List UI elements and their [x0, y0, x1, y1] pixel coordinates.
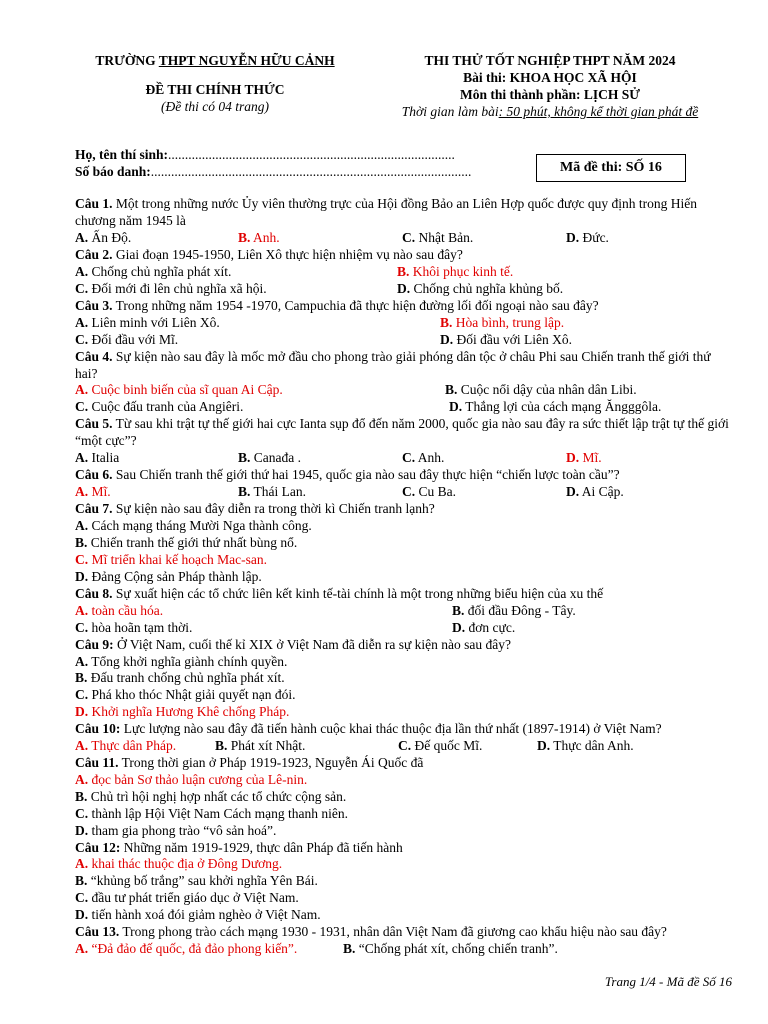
- answer-option: A. Tổng khởi nghĩa giành chính quyền.: [75, 653, 288, 669]
- answer-option: D. tiến hành xoá đói giảm nghèo ở Việt Nam.: [75, 907, 321, 923]
- answer-option: C. Cuộc đấu tranh của Angiêri.: [75, 399, 244, 415]
- answer-option: A. “Đả đảo đế quốc, đả đảo phong kiến”.: [75, 941, 298, 956]
- answer-option: A. Cuộc binh biến của sĩ quan Ai Cập.: [75, 382, 283, 398]
- answer-option: B. “Chống phát xít, chống chiến tranh”.: [343, 941, 558, 956]
- question-stem: Câu 3. Trong những năm 1954 -1970, Campuchia đã thực hiện đường lối đối ngoại nào sau đây?: [75, 297, 599, 313]
- answer-option: C. Anh.: [402, 450, 445, 466]
- question: [75, 755, 730, 840]
- time-prefix: Thời gian làm bài: [401, 104, 499, 119]
- exam-header: [360, 52, 740, 120]
- question: [75, 501, 730, 586]
- answer-option: C. thành lập Hội Việt Nam Cách mạng thanh niên.: [75, 805, 349, 821]
- answer-option: D. Đức.: [566, 229, 609, 245]
- answer-option: D. Đảng Cộng sản Pháp thành lập.: [75, 568, 262, 584]
- answer-option: A. Ấn Độ.: [75, 229, 132, 245]
- answer-option: B. Hòa bình, trung lập.: [440, 314, 565, 330]
- question: [75, 416, 730, 467]
- answer-option: D. Mĩ.: [566, 450, 602, 466]
- answer-option: A. Chống chủ nghĩa phát xít.: [75, 263, 232, 279]
- name-dots: .....................................................................................: [168, 147, 455, 162]
- exam-component: Môn thi thành phần: LỊCH SỬ: [460, 87, 640, 102]
- answer-option: C. Nhật Bản.: [402, 229, 474, 245]
- answer-option: C. Đế quốc Mĩ.: [398, 738, 483, 754]
- question-stem: Câu 11. Trong thời gian ở Pháp 1919-1923, Nguyễn Ái Quốc đã: [75, 755, 424, 771]
- question-stem: Câu 5. Từ sau khi trật tự thế giới hai cực Ianta sụp đổ đến năm 2000, quốc gia nào sau đây ra sức thiết lập trật tự thế giới “một cực”?: [75, 416, 729, 449]
- question: [75, 247, 730, 298]
- question-stem: Câu 4. Sự kiện nào sau đây là mốc mở đầu cho phong trào giải phóng dân tộc ở châu Phi sau Chiến tranh thế giới thứ hai?: [75, 348, 711, 381]
- answer-option: D. Chống chủ nghĩa khủng bố.: [397, 280, 564, 296]
- question-stem: Câu 8. Sự xuất hiện các tổ chức liên kết kinh tế-tài chính là một trong những biểu hiện của xu thế: [75, 585, 604, 601]
- answer-option: D. tham gia phong trào “vô sản hoá”.: [75, 822, 277, 838]
- answer-option: B. Canađa .: [238, 450, 301, 466]
- question: [75, 924, 730, 958]
- question: [75, 196, 730, 247]
- answer-option: C. Đối mới đi lên chủ nghĩa xã hội.: [75, 280, 267, 296]
- question: [75, 349, 730, 417]
- answer-option: C. Phá kho thóc Nhật giải quyết nạn đói.: [75, 687, 296, 703]
- answer-option: D. Ai Cập.: [566, 484, 624, 500]
- answer-option: B. Chiến tranh thế giới thứ nhất bùng nổ.: [75, 534, 298, 550]
- answer-option: B. Cuộc nổi dậy của nhân dân Libi.: [445, 382, 637, 398]
- question: [75, 586, 730, 637]
- answer-option: B. Khôi phục kinh tế.: [397, 263, 514, 279]
- answer-option: A. Mĩ.: [75, 484, 111, 500]
- answer-option: A. Italia: [75, 450, 120, 466]
- pages-note: (Đề thi có 04 trang): [161, 99, 269, 114]
- question-stem: Câu 13. Trong phong trào cách mạng 1930 - 1931, nhân dân Việt Nam đã giương cao khẩu hiệu nào sau đây?: [75, 924, 667, 940]
- id-dots: ...............................................................................................: [150, 164, 472, 179]
- exam-subject: Bài thi: KHOA HỌC XÃ HỘI: [463, 70, 637, 85]
- question-stem: Câu 12: Những năm 1919-1929, thực dân Pháp đã tiến hành: [75, 839, 403, 855]
- answer-option: B. “khủng bố trắng” sau khởi nghĩa Yên Bái.: [75, 873, 318, 889]
- question: [75, 840, 730, 925]
- official-label: ĐỀ THI CHÍNH THỨC: [145, 82, 285, 97]
- question-list: [75, 196, 730, 958]
- answer-option: C. Mĩ triển khai kế hoạch Mac-san.: [75, 551, 267, 567]
- time-rest: : 50 phút, không kể thời gian phát đề: [498, 104, 699, 119]
- school-prefix: TRƯỜNG: [95, 53, 159, 68]
- answer-option: C. Cu Ba.: [402, 484, 457, 500]
- exam-code-box: Mã đề thi: SỐ 16: [536, 154, 686, 182]
- answer-option: D. Khởi nghĩa Hương Khê chống Pháp.: [75, 704, 290, 720]
- answer-option: A. toàn cầu hóa.: [75, 602, 164, 618]
- answer-option: A. Liên minh với Liên Xô.: [75, 314, 220, 330]
- question-stem: Câu 2. Giai đoạn 1945-1950, Liên Xô thực hiện nhiệm vụ nào sau đây?: [75, 246, 463, 262]
- question-stem: Câu 6. Sau Chiến tranh thế giới thứ hai 1945, quốc gia nào sau đây thực hiện “chiến lược toàn cầu”?: [75, 467, 620, 483]
- answer-option: C. hòa hoãn tạm thời.: [75, 619, 193, 635]
- page-footer: Trang 1/4 - Mã đề Số 16: [604, 974, 732, 989]
- answer-option: D. Thắng lợi của cách mạng Ăngggôla.: [449, 399, 662, 415]
- question-stem: Câu 10: Lực lượng nào sau đây đã tiến hành cuộc khai thác thuộc địa lần thứ nhất (1897-1914) ở Việt Nam?: [75, 721, 662, 737]
- answer-option: B. Chủ trì hội nghị hợp nhất các tổ chức cộng sản.: [75, 788, 347, 804]
- question-stem: Câu 1. Một trong những nước Ủy viên thường trực của Hội đồng Bảo an Liên Hợp quốc được quy định trong Hiến chương năm 1945 là: [75, 196, 697, 228]
- answer-option: C. đầu tư phát triển giáo dục ở Việt Nam.: [75, 890, 299, 906]
- answer-option: B. Thái Lan.: [238, 484, 306, 500]
- answer-option: A. đọc bản Sơ thảo luận cương của Lê-nin.: [75, 771, 308, 787]
- id-label: Số báo danh:: [75, 164, 151, 179]
- answer-option: A. khai thác thuộc địa ở Đông Dương.: [75, 856, 283, 872]
- answer-option: B. Đấu tranh chống chủ nghĩa phát xít.: [75, 670, 285, 686]
- answer-option: B. Anh.: [238, 229, 280, 245]
- answer-option: A. Cách mạng tháng Mười Nga thành công.: [75, 518, 312, 534]
- exam-title: THI THỬ TỐT NGHIỆP THPT NĂM 2024: [424, 53, 676, 68]
- question: [75, 721, 730, 755]
- candidate-info: [75, 146, 471, 180]
- school-name: THPT NGUYỄN HỮU CẢNH: [158, 53, 335, 68]
- answer-option: D. Đối đầu với Liên Xô.: [440, 331, 572, 347]
- answer-option: C. Đối đầu với Mĩ.: [75, 331, 179, 347]
- name-label: Họ, tên thí sinh:: [75, 147, 169, 162]
- question-stem: Câu 7. Sự kiện nào sau đây diễn ra trong thời kì Chiến tranh lạnh?: [75, 501, 435, 517]
- school-header: [60, 52, 370, 115]
- answer-option: B. đối đầu Đông - Tây.: [452, 602, 576, 618]
- question: [75, 637, 730, 722]
- answer-option: B. Phát xít Nhật.: [215, 738, 306, 754]
- question-stem: Câu 9: Ở Việt Nam, cuối thế kỉ XIX ở Việt Nam đã diễn ra sự kiện nào sau đây?: [75, 636, 512, 652]
- answer-option: D. đơn cực.: [452, 619, 516, 635]
- answer-option: D. Thực dân Anh.: [537, 738, 634, 754]
- question: [75, 467, 730, 501]
- question: [75, 298, 730, 349]
- answer-option: A. Thực dân Pháp.: [75, 738, 177, 754]
